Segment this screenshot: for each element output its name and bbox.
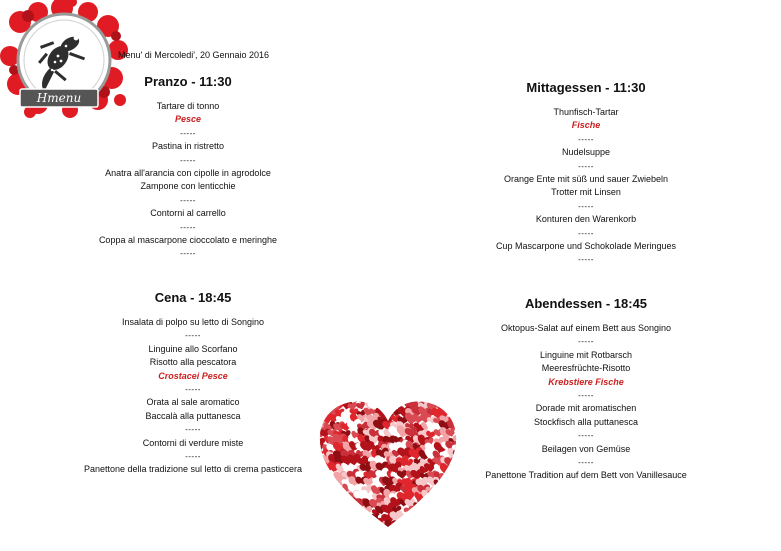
section-cena [68,290,318,477]
section-title: Mittagessen - 11:30 [526,80,646,95]
dish-item: Baccalà alla puttanesca [145,410,241,421]
dish-item: Panettone della tradizione sul letto di crema pasticcera [83,464,303,475]
dish-item: Tartare di tonno [156,101,220,111]
dish-item: Panettone Tradition auf dem Bett von Vanillesauce [485,470,687,481]
section-title: Abendessen - 18:45 [524,296,648,311]
dish-item: Anatra all'arancia con cipolle in agrodolce [105,168,271,179]
separator: ----- [180,128,196,138]
category-label: Crostacei Pesce [158,370,228,381]
section-title: Cena - 18:45 [154,290,232,305]
category-label: Pesce [174,114,202,125]
dish-item: Contorni di verdure miste [142,437,244,448]
dish-item: Orange Ente mit süß und sauer Zwiebeln [503,174,669,185]
separator: ----- [578,201,594,211]
separator: ----- [578,255,594,265]
dish-item: Nudelsuppe [561,147,611,158]
separator: ----- [578,337,594,347]
logo-label: Hmenu [36,91,82,105]
dish-item: Cup Mascarpone und Schokolade Meringues [495,241,677,252]
dish-item: Zampone con lenticchie [140,181,236,192]
dish-item: Stockfisch alla puttanesca [533,416,639,427]
dish-item: Linguine allo Scorfano [148,343,238,354]
menu-date: Menu' di Mercoledi', 20 Gennaio 2016 [118,50,270,60]
dish-item: Risotto alla pescatora [149,357,237,368]
separator: ----- [578,391,594,401]
dish-item: Meeresfrüchte-Risotto [541,363,631,374]
section-title: Pranzo - 11:30 [144,74,232,89]
section-abendessen [466,296,706,483]
separator: ----- [185,425,201,435]
dish-item: Beilagen von Gemüse [541,443,631,454]
separator: ----- [185,385,201,395]
dish-item: Dorade mit aromatischen [535,403,637,414]
separator: ----- [180,195,196,205]
dish-item: Oktopus-Salat auf einem Bett aus Songino [500,323,672,333]
dish-item: Pastina in ristretto [151,141,225,152]
dish-item: Contorni al carrello [150,208,226,219]
dish-item: Konturen den Warenkorb [535,214,637,225]
section-pranzo [78,74,298,261]
separator: ----- [578,134,594,144]
dish-item: Insalata di polpo su letto di Songino [121,317,265,327]
separator: ----- [180,249,196,259]
separator: ----- [578,228,594,238]
separator: ----- [578,458,594,468]
dish-item: Orata al sale aromatico [146,397,240,408]
section-mittagessen [466,80,706,267]
category-label: Fische [571,120,601,131]
separator: ----- [180,155,196,165]
separator: ----- [185,452,201,462]
separator: ----- [578,161,594,171]
separator: ----- [578,431,594,441]
separator: ----- [185,331,201,341]
heart-of-hearts-icon [316,395,461,535]
category-label: Krebstiere Fische [548,376,624,387]
dish-item: Coppa al mascarpone cioccolato e meringhe [98,235,278,246]
dish-item: Trotter mit Linsen [551,187,621,198]
dish-item: Linguine mit Rotbarsch [539,349,633,360]
dish-item: Thunfisch-Tartar [553,107,619,117]
separator: ----- [180,222,196,232]
